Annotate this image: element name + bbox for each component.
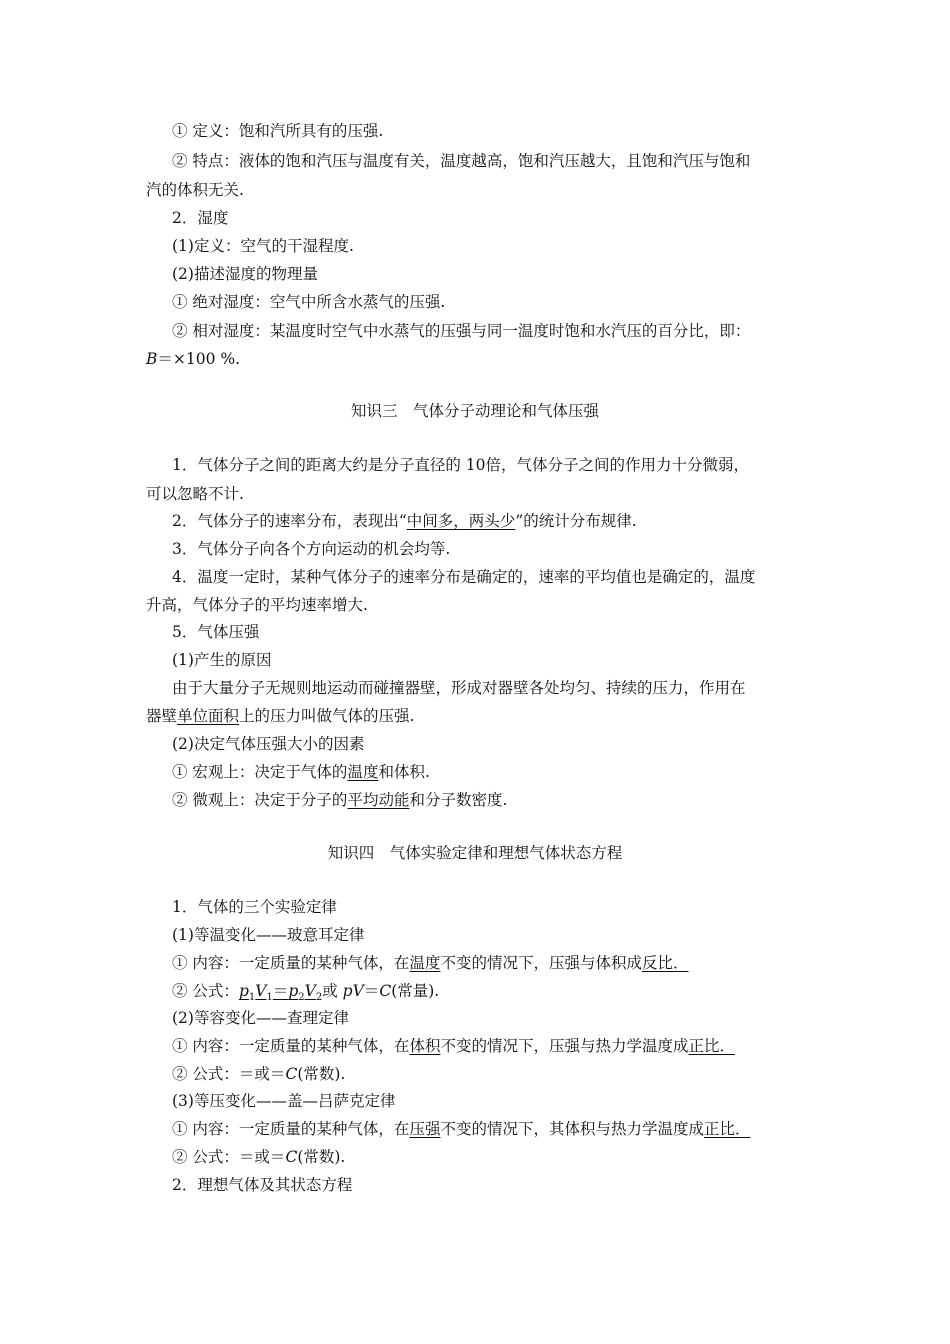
text: 或 [322, 982, 343, 1000]
text: ”的统计分布规律. [515, 512, 637, 530]
underlined-answer: 体积 [409, 1037, 441, 1055]
sub-1: 1 [266, 992, 273, 1004]
ideal-gas-title: 2．理想气体及其状态方程 [172, 1176, 353, 1194]
charles-law-title: (2)等容变化——查理定律 [172, 1009, 349, 1027]
underlined-answer: 反比． [641, 954, 689, 972]
underlined-formula [238, 982, 323, 1004]
underlined-answer: 中间多，两头少 [406, 512, 516, 530]
point-4-cont: 升高，气体分子的平均速率增大. [146, 596, 368, 614]
var-p: p [288, 982, 299, 1000]
text: 不变的情况下，压强与体积成 [440, 954, 642, 972]
point-1-cont: 可以忽略不计. [146, 485, 244, 503]
sub-1: 1 [248, 992, 256, 1004]
charles-law-content [172, 1036, 735, 1056]
humidity-title: 2．湿度 [172, 209, 229, 227]
gas-laws-title: 1．气体的三个实验定律 [172, 898, 337, 916]
relative-humidity-formula [146, 349, 240, 369]
gay-lussac-law-title: (3)等压变化——盖—吕萨克定律 [172, 1092, 396, 1110]
text: 和体积. [378, 763, 430, 781]
underlined-answer: 平均动能 [347, 791, 410, 809]
gay-lussac-law-content [172, 1119, 750, 1139]
text: ① 内容：一定质量的某种气体，在 [172, 1120, 410, 1138]
formula-rest: ＝×100 %. [157, 350, 241, 368]
definition-line: ① 定义：饱和汽所具有的压强. [172, 122, 384, 140]
text: ① 内容：一定质量的某种气体，在 [172, 1037, 410, 1055]
humidity-definition: (1)定义：空气的干湿程度. [172, 237, 354, 255]
boyle-law-content [172, 953, 688, 973]
text: 不变的情况下，其体积与热力学温度成 [440, 1120, 704, 1138]
text: 和分子数密度. [409, 791, 508, 809]
var-b: B [146, 350, 158, 368]
point-5: 5．气体压强 [172, 623, 260, 641]
var-v: V [255, 982, 267, 1000]
micro-factor [172, 790, 507, 810]
boyle-law-formula [172, 981, 440, 1004]
sub-2: 2 [298, 992, 305, 1004]
text: ② 公式： [172, 982, 239, 1000]
text: ① 内容：一定质量的某种气体，在 [172, 954, 410, 972]
var-c: C [285, 1065, 298, 1083]
point-5-1-body: 由于大量分子无规则地运动而碰撞器壁，形成对器壁各处均匀、持续的压力，作用在 [172, 679, 746, 697]
var-pv: pV [342, 982, 364, 1000]
point-3: 3．气体分子向各个方向运动的机会均等. [172, 540, 451, 558]
point-1: 1．气体分子之间的距离大约是分子直径的 10倍，气体分子之间的作用力十分微弱， [172, 456, 750, 474]
point-5-2: (2)决定气体压强大小的因素 [172, 735, 365, 753]
text: 器壁 [146, 707, 178, 725]
absolute-humidity: ① 绝对湿度：空气中所含水蒸气的压强. [172, 293, 446, 311]
point-2 [172, 511, 637, 531]
relative-humidity: ② 相对湿度：某温度时空气中水蒸气的压强与同一温度时饱和水汽压的百分比，即： [172, 322, 751, 340]
underlined-answer: 正比． [688, 1037, 735, 1055]
equals: ＝ [272, 982, 289, 1000]
text: 上的压力叫做气体的压强. [239, 707, 415, 725]
var-c: C [379, 982, 392, 1000]
text: 2．气体分子的速率分布，表现出“ [172, 512, 407, 530]
var-c: C [285, 1148, 298, 1166]
section-heading-4: 知识四 气体实验定律和理想气体状态方程 [327, 844, 623, 862]
var-p: p [238, 982, 249, 1000]
underlined-answer: 压强 [409, 1120, 441, 1138]
text: ① 宏观上：决定于气体的 [172, 763, 348, 781]
underlined-answer: 单位面积 [177, 707, 240, 725]
text: ② 微观上：决定于分子的 [172, 791, 348, 809]
feature-line-cont: 汽的体积无关. [146, 181, 244, 199]
point-5-1: (1)产生的原因 [172, 651, 272, 669]
gay-lussac-law-formula [172, 1147, 345, 1167]
underlined-answer: 正比． [703, 1120, 751, 1138]
underlined-answer: 温度 [347, 763, 379, 781]
var-v: V [304, 982, 316, 1000]
text: ② 公式：＝或＝ [172, 1065, 286, 1083]
boyle-law-title: (1)等温变化——玻意耳定律 [172, 926, 365, 944]
text: ② 公式：＝或＝ [172, 1148, 286, 1166]
text: (常数). [297, 1065, 346, 1083]
point-4: 4．温度一定时，某种气体分子的速率分布是确定的，速率的平均值也是确定的，温度 [172, 568, 756, 586]
equals: ＝ [363, 982, 380, 1000]
humidity-quantities: (2)描述湿度的物理量 [172, 265, 318, 283]
text: 不变的情况下，压强与热力学温度成 [440, 1037, 689, 1055]
macro-factor [172, 762, 430, 782]
charles-law-formula [172, 1064, 345, 1084]
text: (常数). [297, 1148, 346, 1166]
sub-2: 2 [315, 992, 323, 1004]
point-5-1-body-cont [146, 706, 414, 726]
section-heading-3: 知识三 气体分子动理论和气体压强 [350, 402, 599, 420]
underlined-answer: 温度 [409, 954, 441, 972]
text: (常量). [391, 982, 440, 1000]
feature-line: ② 特点：液体的饱和汽压与温度有关，温度越高，饱和汽压越大，且饱和汽压与饱和 [172, 152, 751, 170]
